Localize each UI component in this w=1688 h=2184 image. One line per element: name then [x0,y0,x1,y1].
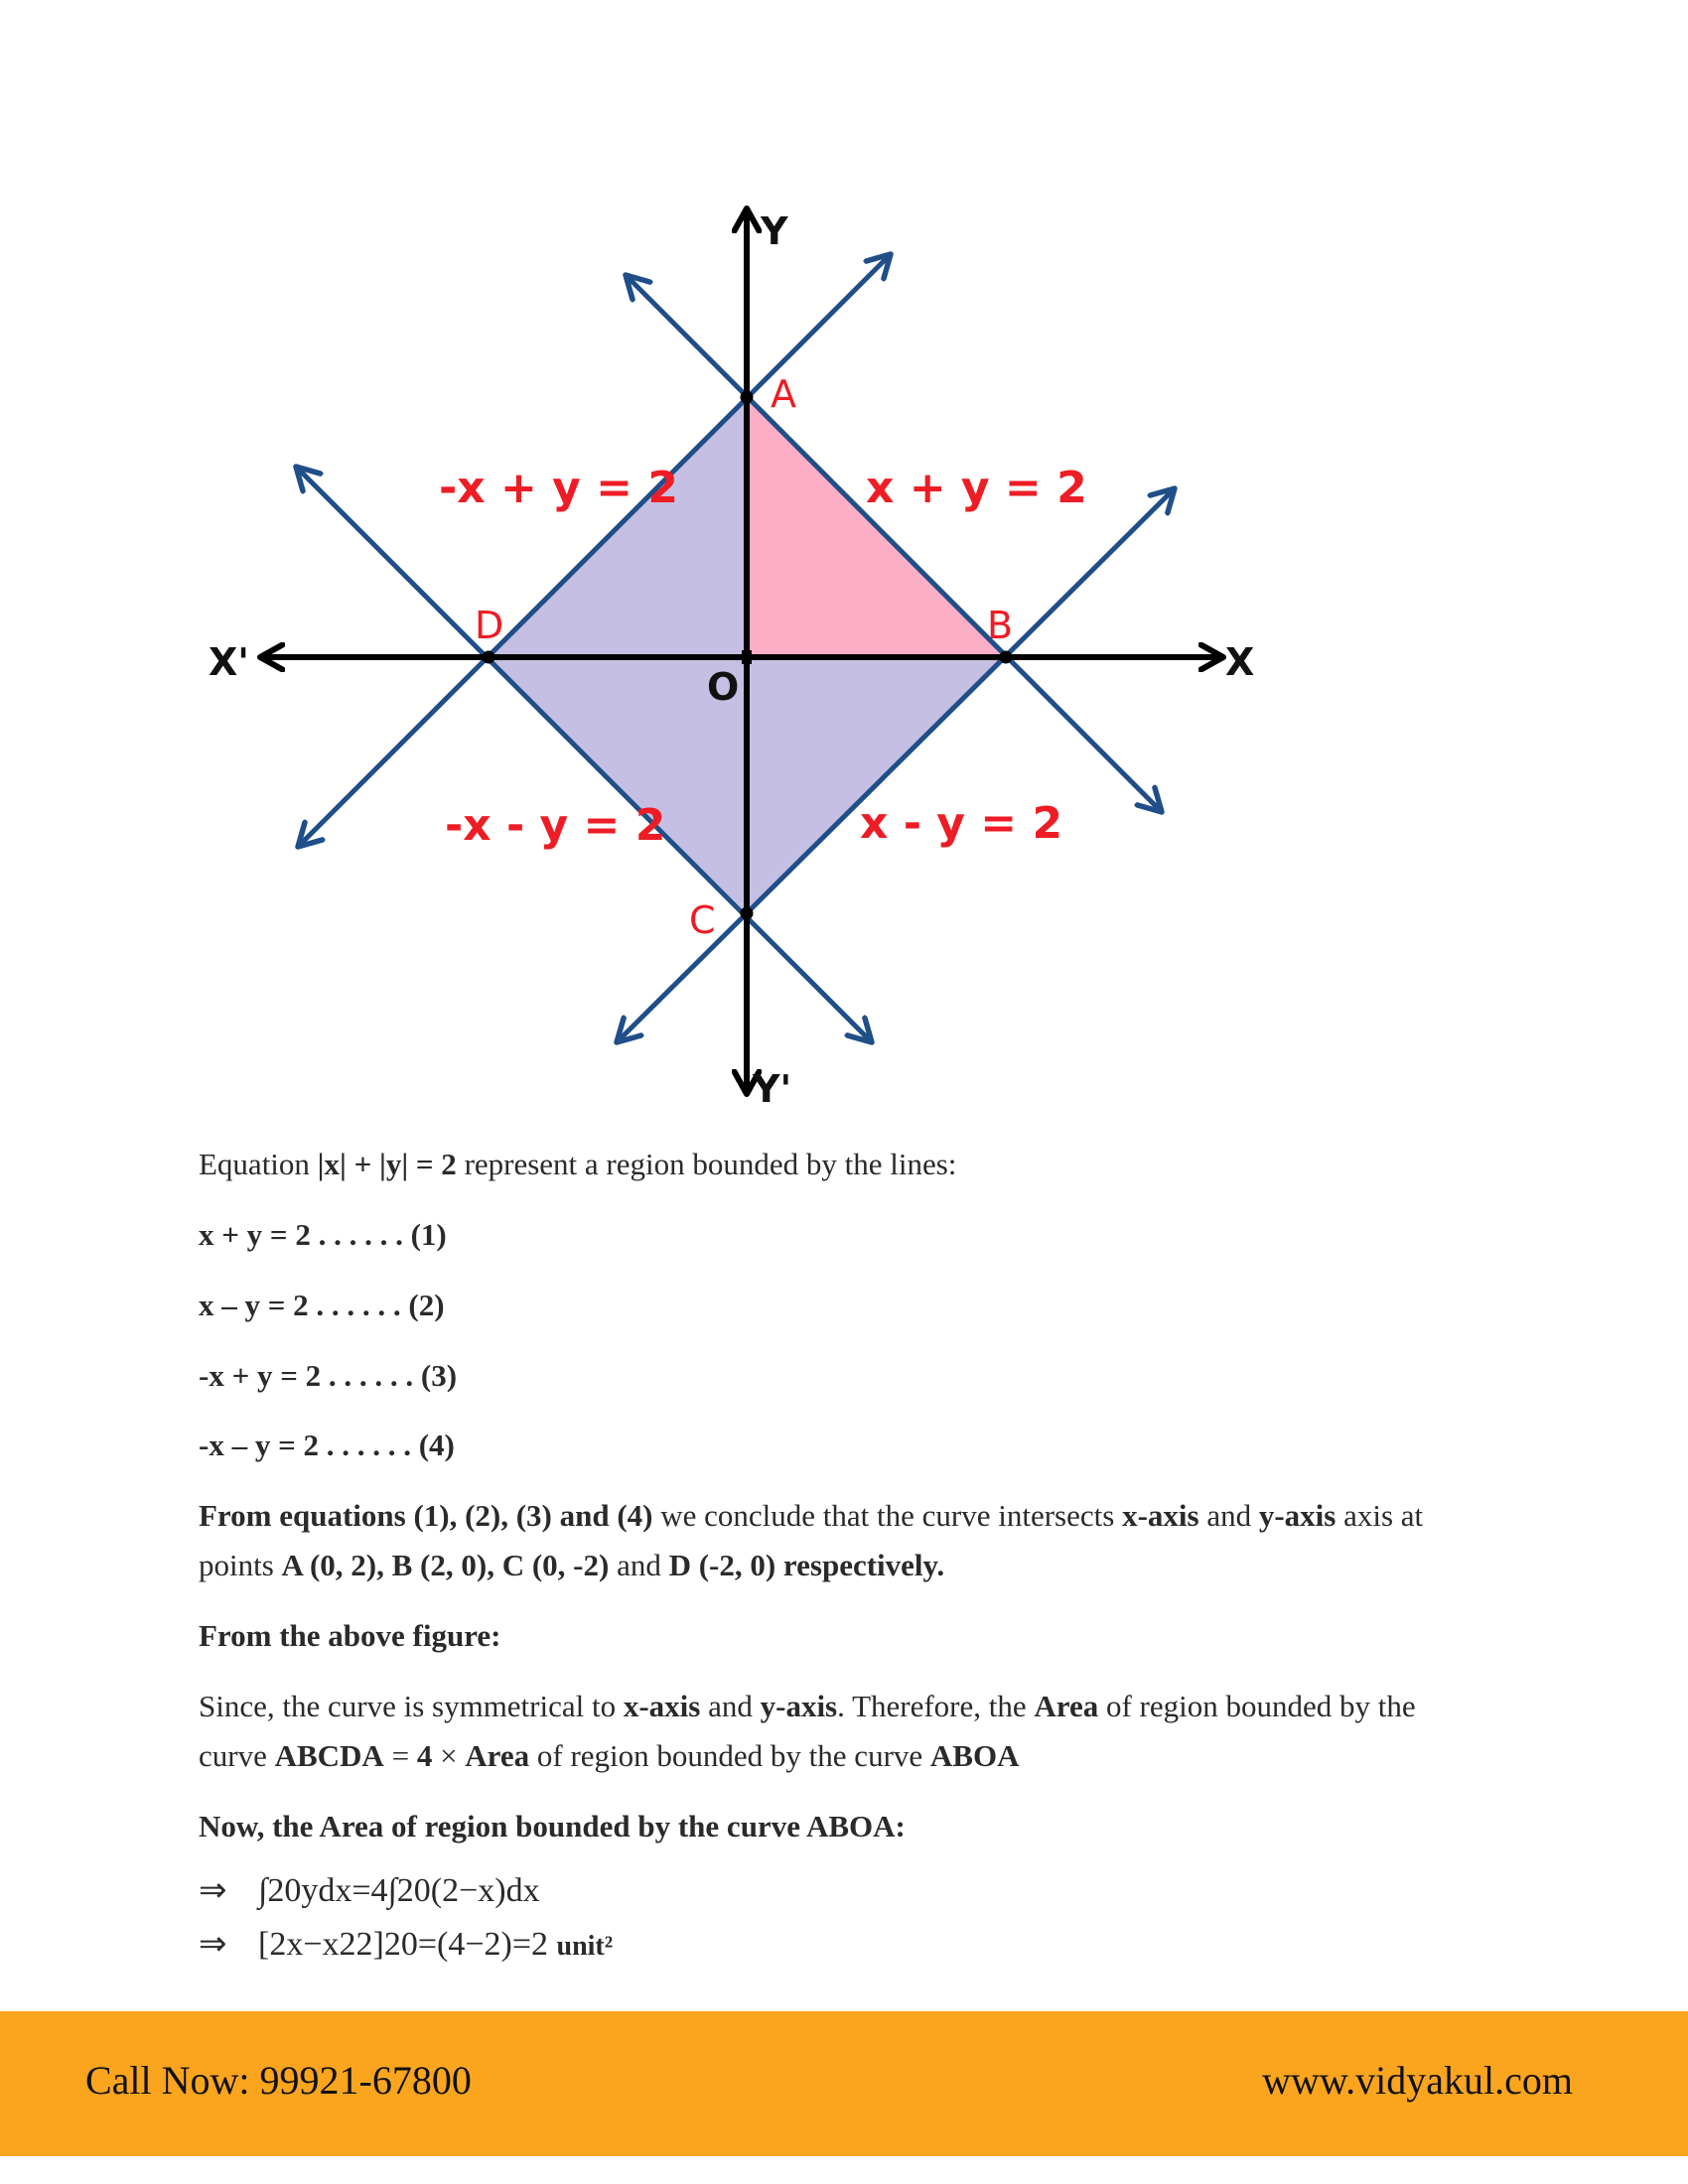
origin-label: O [707,665,740,709]
step-1-expression: ∫20ydx=4∫20(2−x)dx [258,1872,540,1909]
equation-3-text: -x + y = 2 . . . . . . (3) [199,1358,458,1393]
implies-icon: ⇒ [199,1926,227,1963]
axis-label-y: Y [761,209,788,253]
symmetry-part-8: ABCDA [274,1738,384,1773]
symmetry-part-3: and [700,1689,761,1723]
from-figure-text: From the above figure: [199,1618,501,1653]
point-label-a: A [771,372,796,416]
conclusion-part-2: we conclude that the curve intersects [652,1498,1123,1533]
point-d-dot [483,651,495,664]
intro-equation: |x| + |y| = 2 [317,1147,457,1181]
footer-banner [0,2011,1688,2156]
intro-post: represent a region bounded by the lines: [456,1147,957,1181]
equation-4 [199,1421,1489,1470]
conclusion-paragraph [199,1491,1489,1590]
equation-1 [199,1210,1489,1260]
symmetry-part-11: × [432,1738,466,1773]
website-link[interactable]: www.vidyakul.com [1262,2058,1573,2103]
line-label-neg-x-minus-y: -x - y = 2 [445,800,666,851]
point-c-dot [741,907,754,920]
line-label-x-minus-y: x - y = 2 [860,798,1063,849]
conclusion-part-7: A (0, 2), B (2, 0), C (0, -2) [281,1548,610,1582]
symmetry-part-6: Area [1034,1689,1099,1723]
symmetry-paragraph [199,1682,1489,1781]
conclusion-part-3: x-axis [1122,1498,1199,1533]
symmetry-part-12: Area [465,1738,530,1773]
equation-2-text: x – y = 2 . . . . . . (2) [199,1288,445,1322]
step-1 [199,1869,1489,1913]
from-figure-heading [199,1611,1489,1661]
symmetry-part-14: ABOA [929,1738,1020,1773]
symmetry-part-5: . Therefore, the [837,1689,1035,1723]
axis-label-x-neg: X' [209,640,249,684]
equation-2 [199,1281,1489,1330]
point-a-dot [741,391,754,404]
equation-4-text: -x – y = 2 . . . . . . (4) [199,1428,455,1462]
axis-label-x: X [1225,640,1255,684]
step-2-expression: [2x−x22]20=(4−2)=2 [258,1926,548,1963]
call-now-text: Call Now: 99921-67800 [85,2058,472,2103]
symmetry-part-10: 4 [416,1738,433,1773]
symmetry-part-13: of region bounded by the curve [529,1738,930,1773]
point-label-c: C [689,898,716,942]
implies-icon: ⇒ [199,1872,227,1909]
step-2 [199,1923,1489,1969]
point-b-dot [1000,651,1013,664]
symmetry-part-9: = [383,1738,417,1773]
conclusion-part-5: y-axis [1258,1498,1336,1533]
conclusion-part-1: From equations (1), (2), (3) and (4) [199,1498,653,1533]
intro-pre: Equation [199,1147,318,1181]
line-label-x-plus-y: x + y = 2 [866,463,1087,513]
conclusion-part-8: and [609,1548,669,1582]
conclusion-part-6: axis at points [199,1498,1424,1582]
conclusion-part-9: D (-2, 0) respectively. [668,1548,945,1582]
symmetry-part-7: of region bounded by the curve [199,1689,1416,1773]
equation-1-text: x + y = 2 . . . . . . (1) [199,1217,447,1252]
now-heading-text: Now, the Area of region bounded by the curve ABOA: [199,1809,906,1843]
origin-dot [742,650,752,664]
symmetry-part-2: x-axis [623,1689,701,1723]
step-2-unit: unit² [556,1931,614,1962]
conclusion-part-4: and [1198,1498,1259,1533]
line-label-neg-x-plus-y: -x + y = 2 [439,463,678,513]
now-heading [199,1802,1489,1851]
equation-3 [199,1351,1489,1401]
point-label-b: B [987,604,1014,647]
symmetry-part-1: Since, the curve is symmetrical to [199,1689,624,1723]
intro-paragraph [199,1140,1489,1189]
symmetry-part-4: y-axis [760,1689,838,1723]
axis-label-y-neg: Y' [753,1067,792,1111]
point-label-d: D [475,604,504,647]
